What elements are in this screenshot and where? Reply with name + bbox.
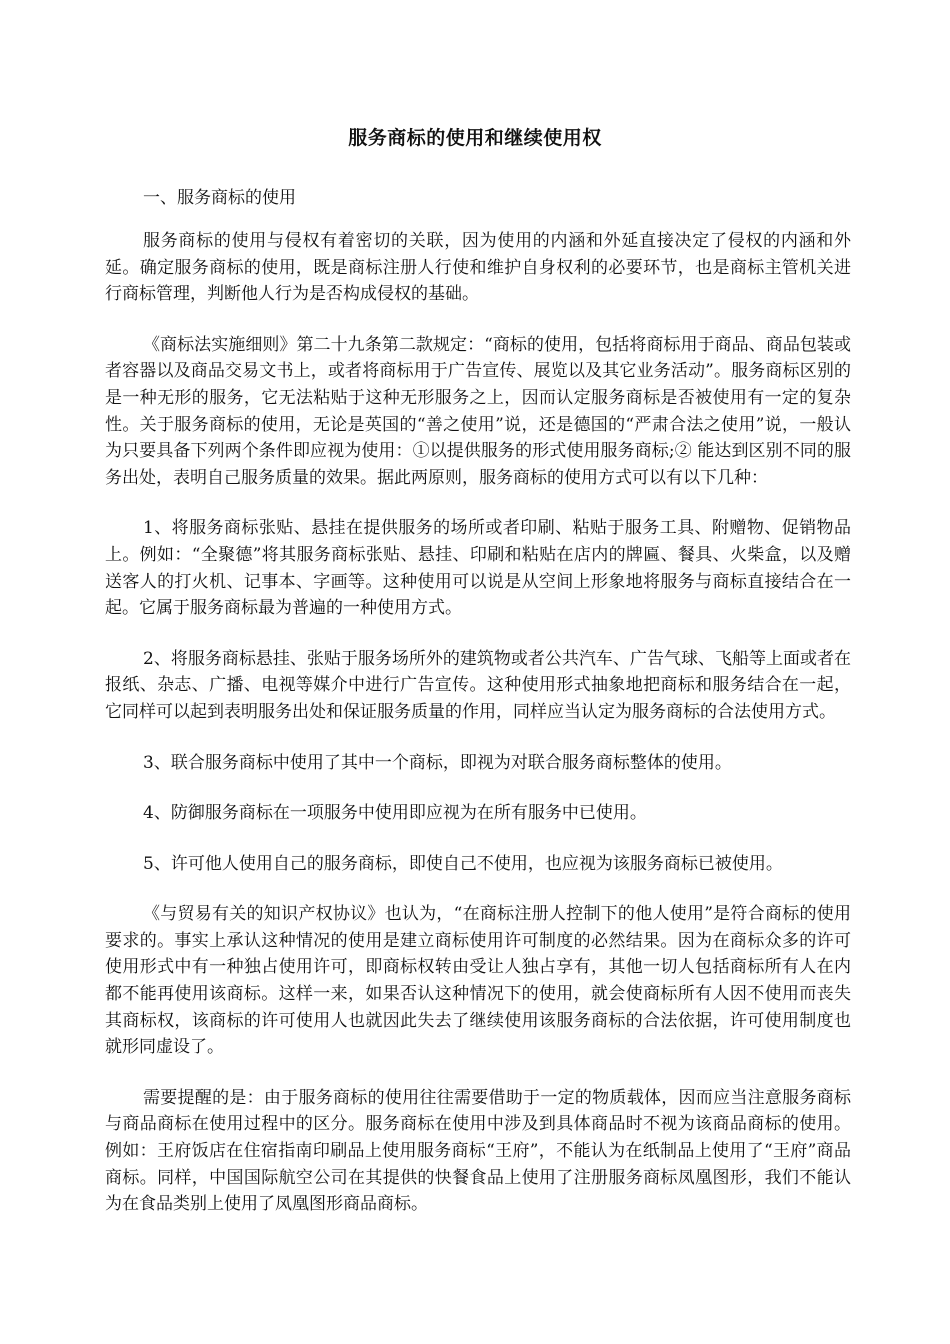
paragraph: 服务商标的使用与侵权有着密切的关联，因为使用的内涵和外延直接决定了侵权的内涵和外延。确定服务商标的使用，既是商标注册人行使和维护自身权利的必要环节，也是商标主管机关进行商标管理，判断他人行为是否构成侵权的基础。: [105, 231, 851, 305]
paragraph: 5、许可他人使用自己的服务商标，即使自己不使用，也应视为该服务商标已被使用。: [143, 853, 783, 874]
paragraph: 3、联合服务商标中使用了其中一个商标，即视为对联合服务商标整体的使用。: [143, 752, 732, 773]
paragraph: 1、将服务商标张贴、悬挂在提供服务的场所或者印刷、粘贴于服务工具、附赠物、促销物品上。例如：“全聚德”将其服务商标张贴、悬挂、印刷和粘贴在店内的牌匾、餐具、火柴盒，以及赠送客人的打火机、记事本、字画等。这种使用可以说是从空间上形象地将服务与商标直接结合在一起。它属于服务商标最为普遍的一种使用方式。: [105, 518, 851, 619]
paragraph: 4、防御服务商标在一项服务中使用即应视为在所有服务中已使用。: [143, 803, 647, 824]
document-title: 服务商标的使用和继续使用权: [348, 127, 602, 149]
paragraph: 《商标法实施细则》第二十九条第二款规定：“商标的使用，包括将商标用于商品、商品包装或者容器以及商品交易文书上，或者将商标用于广告宣传、展览以及其它业务活动”。服务商标区别的是一种无形的服务，它无法粘贴于这种无形服务之上，因而认定服务商标是否被使用有一定的复杂性。关于服务商标的使用，无论是英国的“善之使用”说，还是德国的“严肃合法之使用”说，一般认为只要具备下列两个条件即应视为使用：①以提供服务的形式使用服务商标;② 能达到区别不同的服务出处，表明自己服务质量的效果。据此两原则，服务商标的使用方式可以有以下几种：: [105, 334, 851, 488]
paragraph: 2、将服务商标悬挂、张贴于服务场所外的建筑物或者公共汽车、广告气球、飞船等上面或者在报纸、杂志、广播、电视等媒介中进行广告宣传。这种使用形式抽象地把商标和服务结合在一起，它同样可以起到表明服务出处和保证服务质量的作用，同样应当认定为服务商标的合法使用方式。: [105, 648, 851, 722]
paragraph: 《与贸易有关的知识产权协议》也认为，“在商标注册人控制下的他人使用”是符合商标的使用要求的。事实上承认这种情况的使用是建立商标使用许可制度的必然结果。因为在商标众多的许可使用形式中有一种独占使用许可，即商标权转由受让人独占享有，其他一切人包括商标所有人在内都不能再使用该商标。这样一来，如果否认这种情况下的使用，就会使商标所有人因不使用而丧失其商标权，该商标的许可使用人也就因此失去了继续使用该服务商标的合法依据，许可使用制度也就形同虚设了。: [105, 904, 851, 1058]
document-body: [105, 228, 851, 1242]
section-heading: 一、服务商标的使用: [143, 188, 296, 208]
paragraph: 需要提醒的是：由于服务商标的使用往往需要借助于一定的物质载体，因而应当注意服务商标与商品商标在使用过程中的区分。服务商标在使用中涉及到具体商品时不视为该商品商标的使用。例如：王府饭店在住宿指南印刷品上使用服务商标“王府”，不能认为在纸制品上使用了“王府”商品商标。同样，中国国际航空公司在其提供的快餐食品上使用了注册服务商标凤凰图形，我们不能认为在食品类别上使用了凤凰图形商品商标。: [105, 1087, 851, 1215]
